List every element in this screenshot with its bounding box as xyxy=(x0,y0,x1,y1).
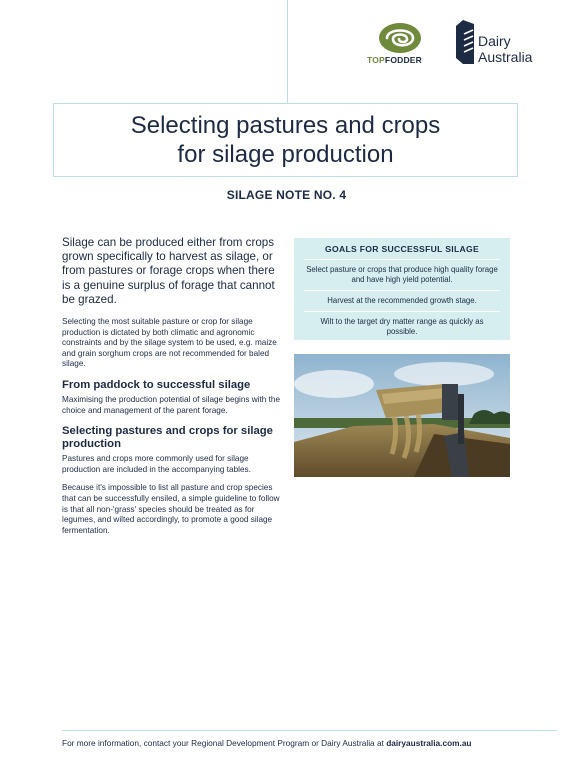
body-paragraph-4: Because it's impossible to list all pasture and crop species that can be successfully ensiled, a simple guideline to follow is that all non-'grass' species should be treated as for legumes, and wilted accordingly, to promote a good silage fermentation. xyxy=(62,483,280,535)
australia-word: Australia xyxy=(478,49,533,65)
page-title xyxy=(131,111,441,169)
footer xyxy=(62,738,472,748)
goals-box xyxy=(294,238,510,340)
topfodder-logo xyxy=(367,20,435,68)
goal-item-3: Wilt to the target dry matter range as quickly as possible. xyxy=(320,317,484,336)
footer-text: For more information, contact your Regional Development Program or Dairy Australia at xyxy=(62,738,387,748)
topfodder-swirl-icon xyxy=(377,20,423,56)
silage-note-label: SILAGE NOTE NO. 4 xyxy=(226,188,347,202)
body-paragraph-2: Maximising the production potential of silage begins with the choice and management of the parent forage. xyxy=(62,394,281,415)
silage-loader-image xyxy=(294,354,510,477)
section-heading-paddock: From paddock to successful silage xyxy=(62,378,251,391)
silage-photo xyxy=(294,354,510,477)
dairy-word: Dairy xyxy=(478,33,511,49)
footer-link[interactable]: dairyaustralia.com.au xyxy=(386,738,472,748)
body-paragraph-1: Selecting the most suitable pasture or crop for silage production is dictated by both climatic and agronomic constraints and by the silage system to be used, e.g. maize and grain sorghum crops are not recommended for baled silage. xyxy=(62,317,277,369)
title-line-1: Selecting pastures and crops xyxy=(130,112,441,139)
body-paragraph-3: Pastures and crops more commonly used for silage production are included in the accompanying tables. xyxy=(62,454,251,474)
title-line-2: for silage production xyxy=(177,141,394,168)
section-heading-selecting: Selecting pastures and crops for silage production xyxy=(62,425,273,451)
dairy-australia-flag-icon xyxy=(456,20,474,64)
header-divider xyxy=(287,0,288,103)
title-box xyxy=(53,103,518,177)
dairy-australia-logo xyxy=(456,20,546,66)
goal-item-2: Harvest at the recommended growth stage. xyxy=(304,291,500,312)
footer-divider xyxy=(62,730,557,731)
goal-item-1: Select pasture or crops that produce high quality forage and have high yield potential. xyxy=(304,260,500,291)
topfodder-word-top: TOP xyxy=(367,55,385,65)
main-text-column xyxy=(62,236,280,544)
intro-paragraph: Silage can be produced either from crops grown specifically to harvest as silage, or from pastures or forage crops when there is a genuine surplus of forage that cannot be grazed. xyxy=(62,236,275,306)
topfodder-word-bottom: FODDER xyxy=(384,55,423,65)
goals-heading: GOALS FOR SUCCESSFUL SILAGE xyxy=(304,244,500,260)
